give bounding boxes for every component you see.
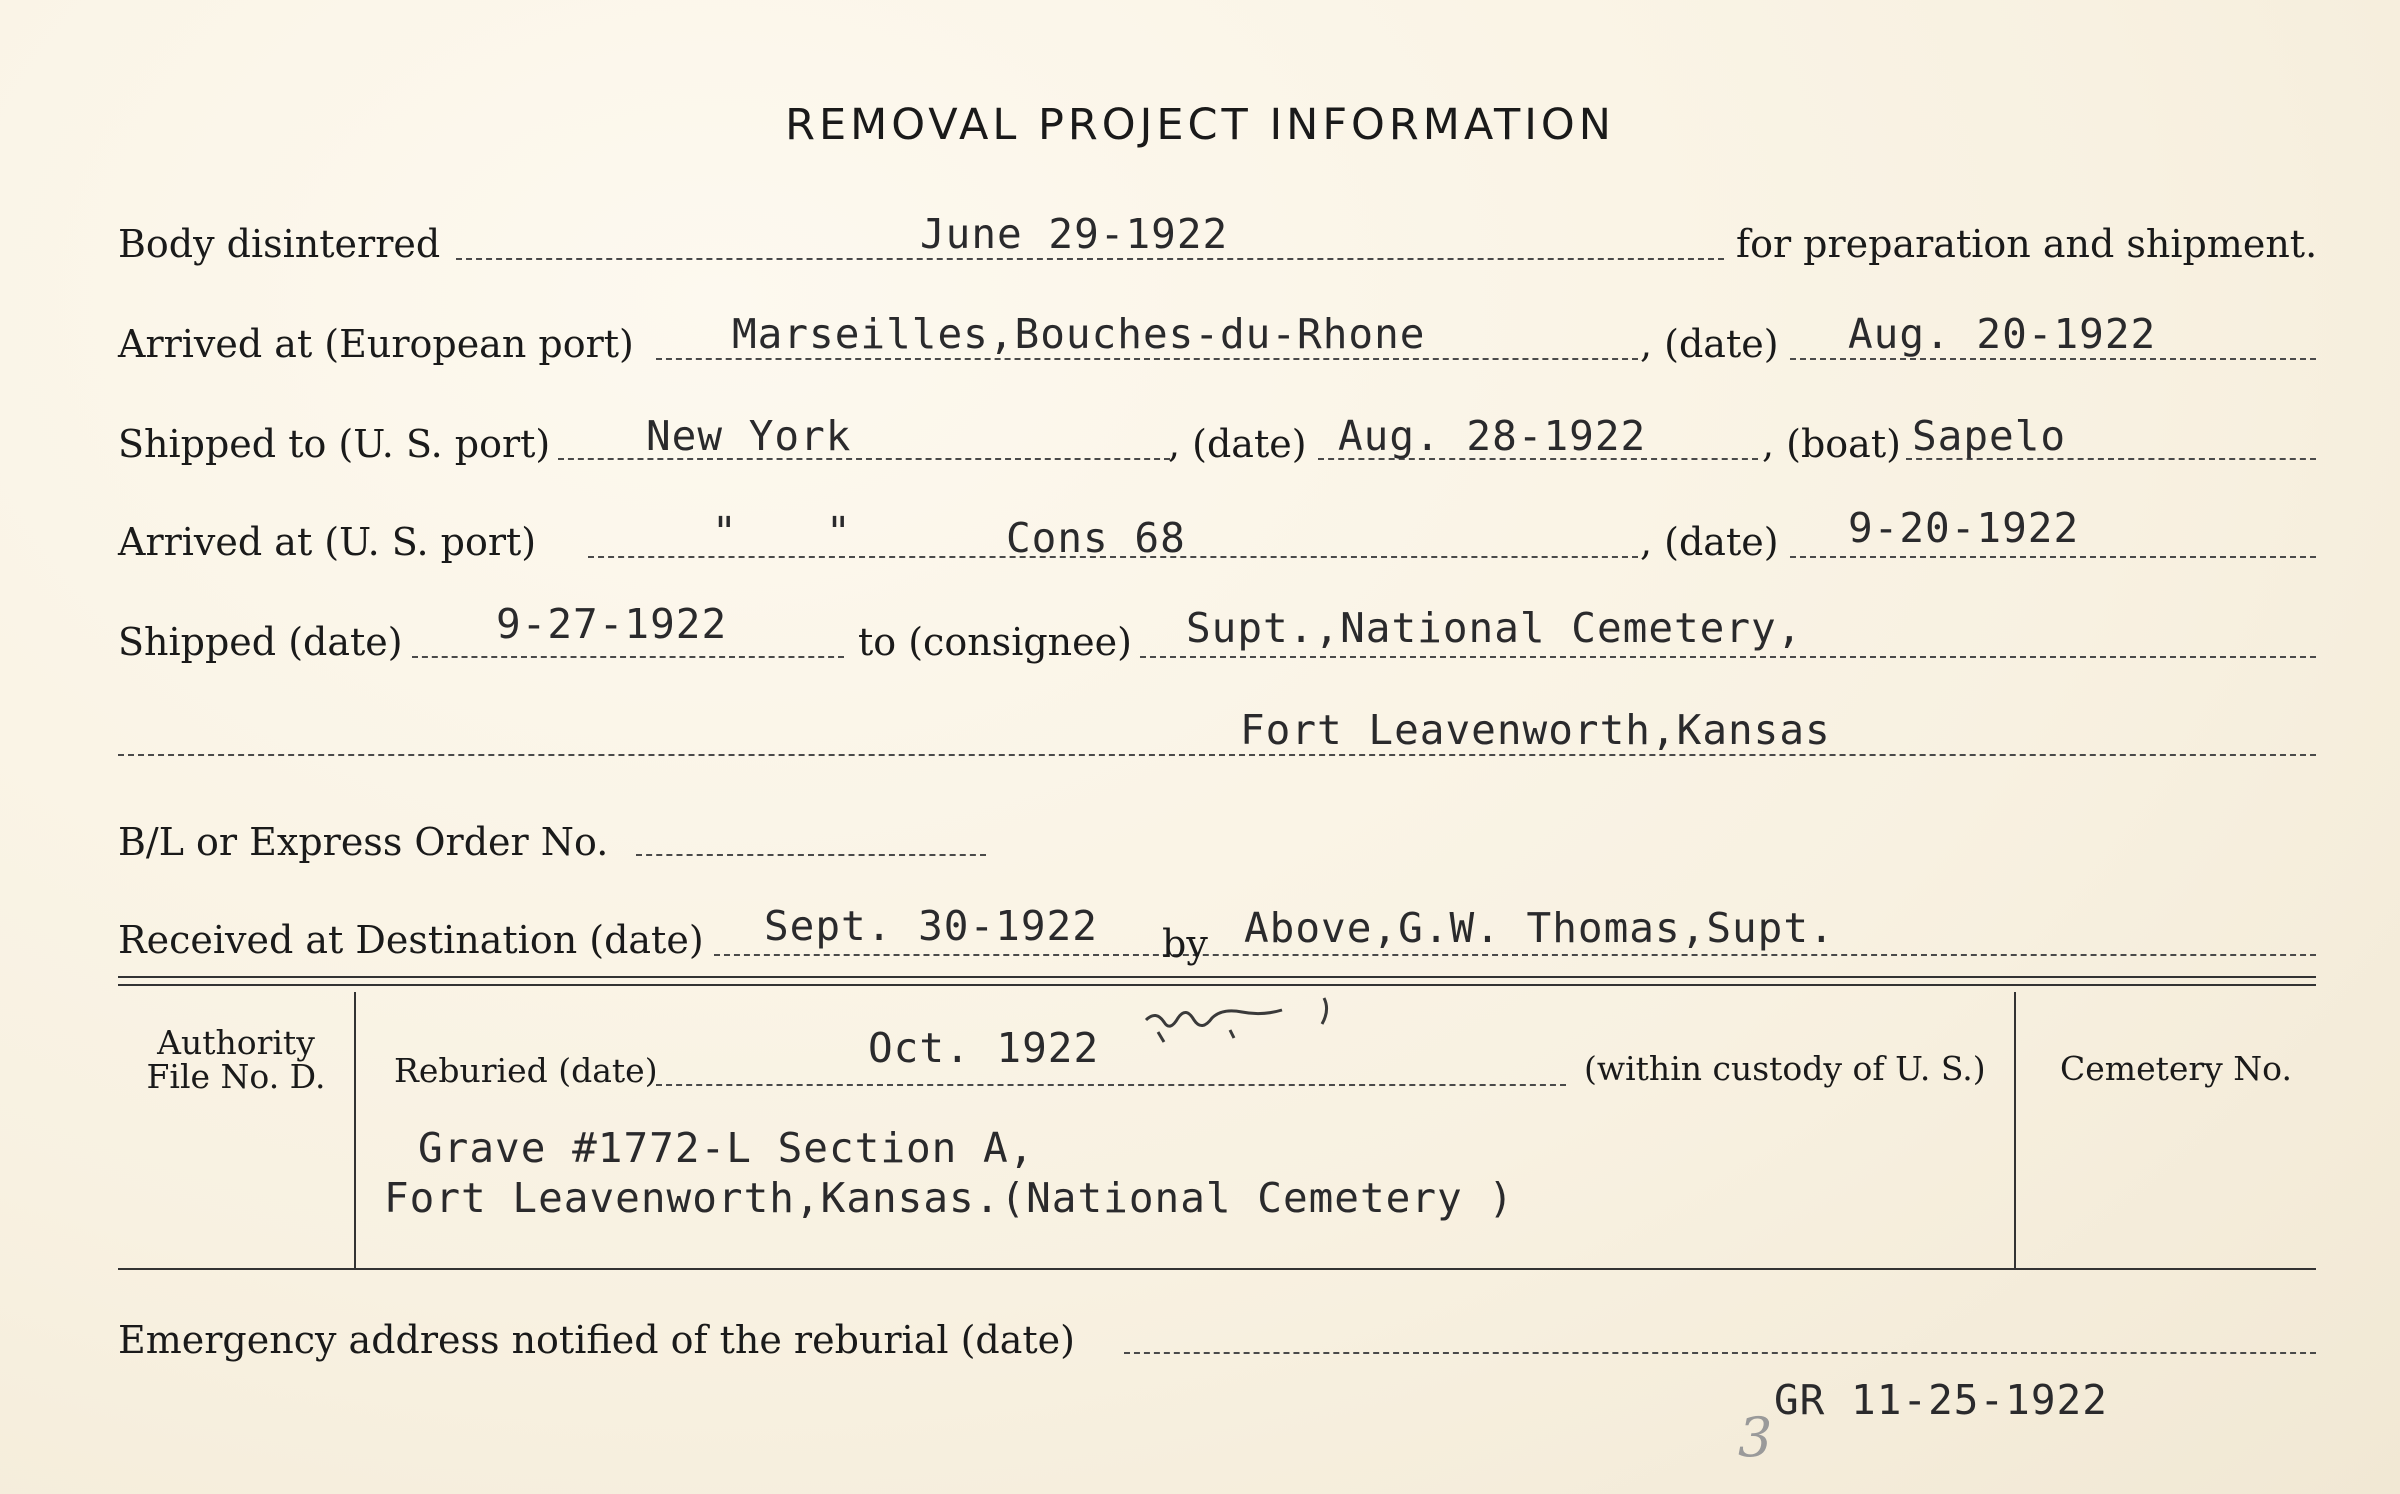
us-port-shipped-label: Shipped to (U. S. port) — [118, 422, 551, 466]
reburied-date: Oct. 1922 — [868, 1024, 1100, 1072]
cemetery-no-label: Cemetery No. — [2060, 1049, 2292, 1088]
us-port-arrived-date-line — [1790, 556, 2316, 558]
us-port-arrived-value: Cons 68 — [1006, 514, 1186, 562]
consignee-line-1: Supt.,National Cemetery, — [1186, 604, 1803, 652]
authority-label-line1: Authority — [157, 1023, 315, 1062]
card-title: REMOVAL PROJECT INFORMATION — [785, 100, 1615, 150]
shipped-date-label: Shipped (date) — [118, 620, 403, 664]
box-divider-left — [354, 992, 356, 1268]
ditto-mark-1: " — [712, 508, 738, 556]
received-by-label: by — [1162, 922, 1208, 966]
pencil-mark: 3 — [1738, 1406, 1773, 1469]
disinterred-label: Body disinterred — [118, 222, 441, 266]
consignee-line-2: Fort Leavenworth,Kansas — [1240, 706, 1831, 754]
us-port-shipped-date-label: , (date) — [1168, 422, 1307, 466]
us-port-shipped-date: Aug. 28-1922 — [1338, 412, 1647, 460]
box-top-rule-2 — [118, 984, 2316, 986]
box-top-rule — [118, 976, 2316, 978]
box-bottom-rule — [118, 1268, 2316, 1270]
custody-label: (within custody of U. S.) — [1584, 1049, 1986, 1088]
authority-label-line2: File No. D. — [146, 1057, 326, 1096]
european-port-value: Marseilles,Bouches-du-Rhone — [732, 310, 1426, 358]
grave-line-1: Grave #1772-L Section A, — [418, 1124, 1035, 1172]
disinterred-suffix: for preparation and shipment. — [1736, 222, 2318, 266]
european-port-label: Arrived at (European port) — [118, 322, 634, 366]
shipped-date-line — [412, 656, 844, 658]
reburied-label: Reburied (date) — [394, 1051, 658, 1090]
disinterred-line — [456, 258, 1724, 260]
shipped-date: 9-27-1922 — [496, 600, 728, 648]
bl-order-label: B/L or Express Order No. — [118, 820, 609, 864]
us-port-arrived-label: Arrived at (U. S. port) — [118, 520, 537, 564]
emergency-label: Emergency address notified of the reburial (date) — [118, 1318, 1075, 1362]
box-divider-right — [2014, 992, 2016, 1268]
bl-order-line — [636, 854, 986, 856]
us-port-arrived-date-label: , (date) — [1640, 520, 1779, 564]
grave-line-2: Fort Leavenworth,Kansas.(National Cemetery ) — [384, 1174, 1515, 1222]
received-by: Above,G.W. Thomas,Supt. — [1244, 904, 1835, 952]
european-port-line — [656, 358, 1638, 360]
consignee-label: to (consignee) — [858, 620, 1132, 664]
boat-label: , (boat) — [1762, 422, 1901, 466]
disinterred-value: June 29-1922 — [920, 210, 1229, 258]
received-date: Sept. 30-1922 — [764, 902, 1098, 950]
consignee-line — [1140, 656, 2316, 658]
boat-value: Sapelo — [1912, 412, 2067, 460]
ditto-mark-2: " — [826, 508, 852, 556]
us-port-shipped-value: New York — [646, 412, 852, 460]
consignee-continued-line — [118, 754, 2316, 756]
european-port-date-label: , (date) — [1640, 322, 1779, 366]
european-port-date: Aug. 20-1922 — [1848, 310, 2157, 358]
handwritten-scribble — [1138, 990, 1348, 1060]
received-line — [714, 954, 2316, 956]
footer-stamp: GR 11-25-1922 — [1774, 1376, 2108, 1424]
reburied-line — [656, 1084, 1566, 1086]
authority-label — [126, 1023, 346, 1096]
european-port-date-line — [1790, 358, 2316, 360]
us-port-arrived-date: 9-20-1922 — [1848, 504, 2080, 552]
received-label: Received at Destination (date) — [118, 918, 704, 962]
emergency-line — [1124, 1352, 2316, 1354]
